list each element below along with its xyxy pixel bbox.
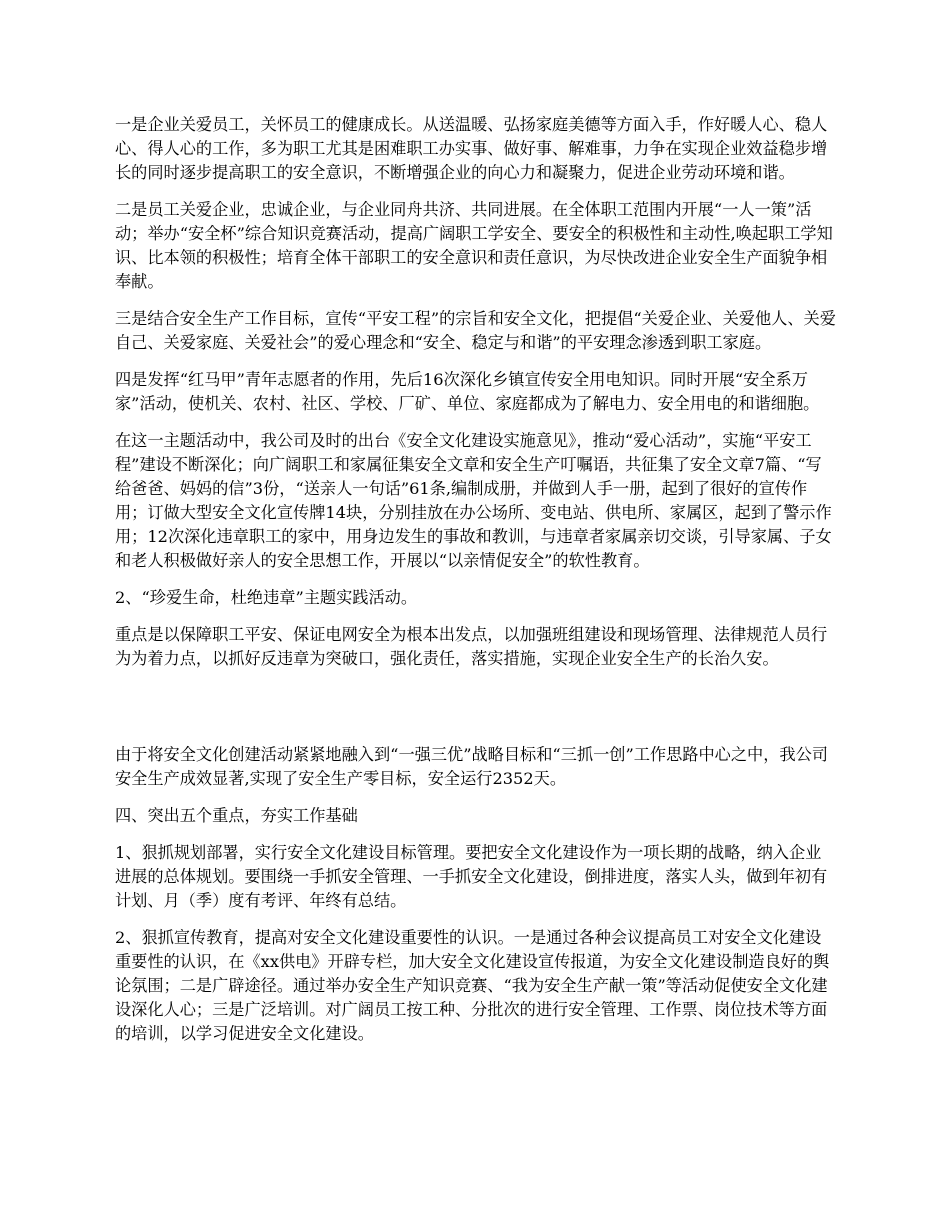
- paragraph-theme-activity: 在这一主题活动中，我公司及时的出台《安全文化建设实施意见》，推动“爱心活动”，实施“平安工程”建设不断深化；向广阔职工和家属征集安全文章和安全生产叮嘱语，共征集了安全文章7篇、“写给爸爸、妈妈的信”3份，“送亲人一句话”61条,编制成册，并做到人手一册，起到了很好的宣传作用；订做大型安全文化宣传牌14块，分别挂放在办公场所、变电站、供电所、家属区，起到了警示作用；12次深化违章职工的家中，用身边发生的事故和教训，与违章者家属亲切交谈，引导家属、子女和老人积极做好亲人的安全思想工作，开展以“以亲情促安全”的软性教育。: [115, 431, 832, 570]
- paragraph-volunteers: 四是发挥“红马甲”青年志愿者的作用，先后16次深化乡镇宣传安全用电知识。同时开展“安全系万家”活动，使机关、农村、社区、学校、厂矿、单位、家庭都成为了解电力、安全用电的和谐细胞。: [115, 370, 820, 413]
- page-gap: [115, 684, 837, 743]
- paragraph-employee-loyalty: 二是员工关爱企业，忠诚企业，与企业同舟共济、共同进展。在全体职工范围内开展“一人一策”活动；举办“安全杯”综合知识竞赛活动，提高广阔职工学安全、要安全的积极性和主动性,唤起职工学知识、比本领的积极性；培育全体干部职工的安全意识和责任意识，为尽快改进企业安全生产面貌争相奉献。: [115, 200, 833, 291]
- paragraph-employer-care: 一是企业关爱员工，关怀员工的健康成长。从送温暖、弘扬家庭美德等方面入手，作好暖人心、稳人心、得人心的工作，多为职工尤其是困难职工办实事、做好事、解难事，力争在实现企业效益稳步增长的同时逐步提高职工的安全意识，不断增强企业的向心力和凝聚力，促进企业劳动环境和谐。: [115, 115, 828, 182]
- paragraph-planning: 1、狠抓规划部署，实行安全文化建设目标管理。要把安全文化建设作为一项长期的战略，纳入企业进展的总体规划。要围绕一手抓安全管理、一手抓安全文化建设，倒排进度，落实人头，做到年初有计划、月（季）度有考评、年终有总结。: [115, 843, 828, 910]
- paragraph-results: 由于将安全文化创建活动紧紧地融入到“一强三优”战略目标和“三抓一创”工作思路中心之中，我公司安全生产成效显著,实现了安全生产零目标，安全运行2352天。: [115, 745, 828, 788]
- paragraph-publicity: 2、狠抓宣传教育，提高对安全文化建设重要性的认识。一是通过各种会议提高员工对安全文化建设重要性的认识，在《xx供电》开辟专栏，加大安全文化建设宣传报道，为安全文化建设制造良好的舆论氛围；二是广辟途径。通过举办安全生产知识竞赛、“我为安全生产献一策”等活动促使安全文化建设深化人心；三是广泛培训。对广阔员工按工种、分批次的进行安全管理、工作票、岗位技术等方面的培训，以学习促进安全文化建设。: [115, 928, 830, 1043]
- document-body: [115, 113, 837, 1059]
- paragraph-safety-goals: 三是结合安全生产工作目标，宣传“平安工程”的宗旨和安全文化，把提倡“关爱企业、关爱他人、关爱自己、关爱家庭、关爱社会”的爱心理念和“安全、稳定与和谐”的平安理念渗透到职工家庭。: [115, 309, 836, 352]
- section-heading-cherish-life: 2、“珍爱生命，杜绝违章”主题实践活动。: [115, 588, 418, 607]
- section-heading-five-priorities: 四、突出五个重点，夯实工作基础: [115, 806, 358, 825]
- paragraph-key-focus: 重点是以保障职工平安、保证电网安全为根本出发点，以加强班组建设和现场管理、法律规范人员行为为着力点，以抓好反违章为突破口，强化责任，落实措施，实现企业安全生产的长治久安。: [115, 625, 828, 668]
